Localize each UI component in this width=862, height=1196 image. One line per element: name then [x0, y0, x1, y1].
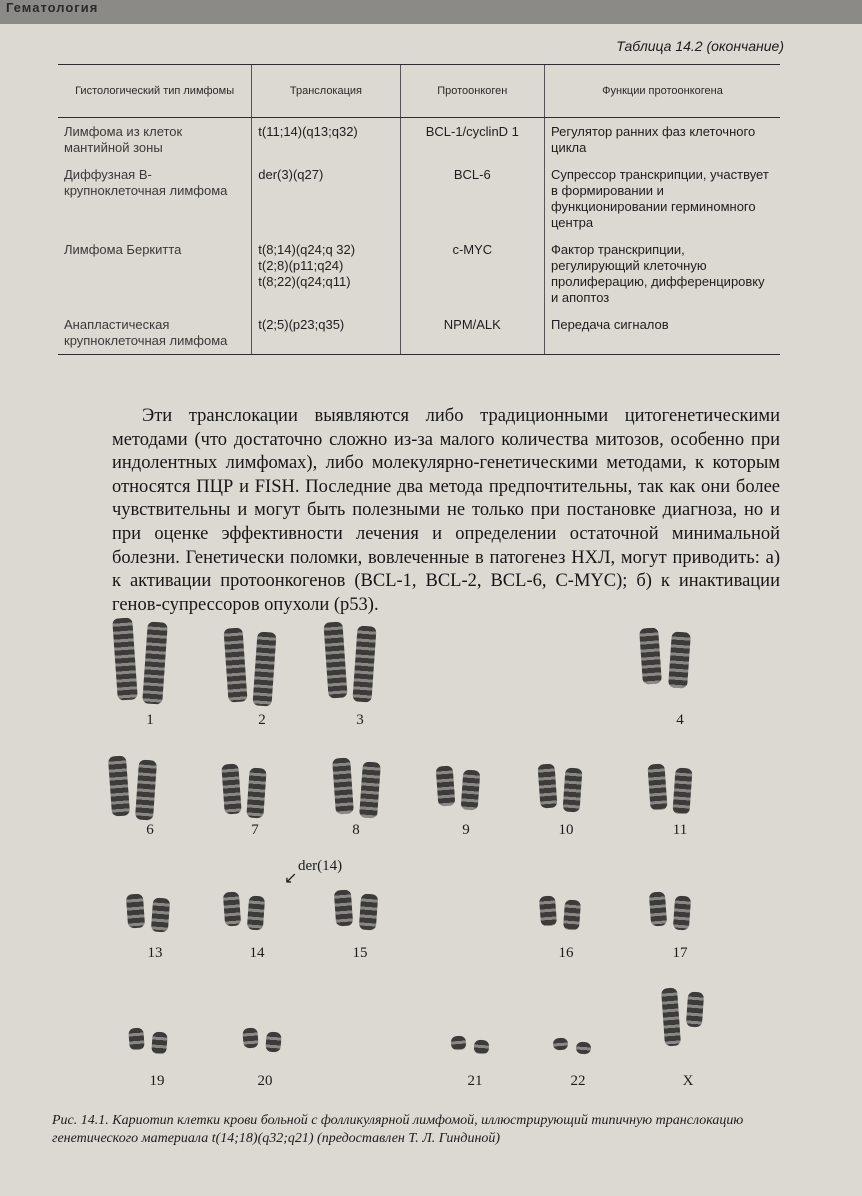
chromosome-4-a	[639, 627, 662, 684]
chromosome-1-b	[142, 621, 168, 704]
chromosome-19-a	[129, 1028, 145, 1051]
chromosome-3-a	[324, 621, 348, 698]
chromosome-7-b	[247, 767, 267, 818]
cell-type: Лимфома из клеток мантийной зоны	[64, 124, 183, 155]
chromosome-X-a	[661, 988, 681, 1047]
chromosome-label: X	[682, 1073, 694, 1089]
chromosome-20-a	[243, 1028, 259, 1049]
chromosome-9-b	[461, 769, 481, 810]
karyotype-figure	[0, 600, 862, 1089]
chromosome-15-a	[334, 889, 353, 926]
table-row	[58, 311, 780, 355]
chromosome-2-b	[252, 631, 276, 706]
der14-arrow-icon: ↙	[284, 870, 298, 887]
chromosome-label: 14	[249, 945, 265, 961]
chromosome-17-a	[649, 891, 667, 926]
chromosome-9-a	[435, 765, 455, 806]
chromosome-16-b	[563, 899, 581, 930]
chromosome-8-a	[332, 757, 354, 814]
chromosome-21-b	[473, 1039, 489, 1054]
chromosome-label: 9	[462, 822, 470, 838]
chromosome-11-a	[647, 763, 667, 810]
table-row	[58, 161, 780, 236]
cell-oncogene: c-MYC	[400, 236, 544, 311]
cell-function: Регулятор ранних фаз клеточного цикла	[545, 118, 781, 162]
chromosome-4-b	[668, 631, 691, 688]
cell-function: Передача сигналов	[545, 311, 781, 355]
table-row	[58, 236, 780, 311]
cell-oncogene: BCL-1/cyclinD 1	[400, 118, 544, 162]
chromosome-15-b	[359, 893, 378, 930]
chromosome-13-b	[151, 897, 170, 932]
cell-oncogene: BCL-6	[400, 161, 544, 236]
header-function: Функции протоонкогена	[545, 65, 781, 118]
cell-function: Фактор транскрипции, регулирующий клеточную пролиферацию, дифференцировку и апоптоз	[545, 236, 781, 311]
chromosome-19-b	[151, 1032, 167, 1055]
header-oncogene: Протоонкоген	[400, 65, 544, 118]
chromosome-10-a	[537, 763, 557, 808]
figure-caption: Рис. 14.1. Кариотип клетки крови больной с фолликулярной лимфомой, иллюстрирующий типичную транслокацию генетического материала t(14;18)(q32;q21) (предоставлен Т. Л. Гиндиной)	[52, 1113, 744, 1146]
chromosome-11-b	[673, 767, 693, 814]
header-histology: Гистологический тип лимфомы	[58, 65, 252, 118]
cell-type: Лимфома Беркитта	[64, 242, 182, 257]
cell-type: Анапластическая крупноклеточная лимфома	[58, 311, 252, 355]
chromosome-14-b	[247, 895, 265, 930]
table-caption: Таблица 14.2 (окончание)	[616, 38, 784, 54]
chromosome-label: 10	[558, 822, 574, 838]
translocation-table	[58, 64, 780, 355]
chromosome-label: 22	[570, 1073, 586, 1089]
chromosome-20-b	[265, 1032, 281, 1053]
body-paragraph: Эти транслокации выявляются либо традиционными цитогенетическими методами (что достаточно сложно из-за малого количества митозов, особенно при индолентных лимфомах), либо молекулярно-генетическими методами, к которым относятся ПЦР и FISH. Последние два метода предпочтительны, так как они более чувствительны и могут быть полезными не только при постановке диагноза, но и при оценке эффективности лечения и определении остаточной минимальной болезни. Генетически поломки, вовлеченные в патогенез НХЛ, могут приводить: а) к активации протоонкогенов (BCL-1, BCL-2, BCL-6, C-MYC); б) к инактивации генов-супрессоров опухоли (p53).	[112, 406, 780, 615]
chromosome-3-b	[352, 625, 376, 702]
chromosome-21-a	[451, 1035, 467, 1050]
chromosome-14-a	[223, 891, 241, 926]
chromosome-1-a	[112, 617, 138, 700]
table-row	[58, 118, 780, 162]
cell-translocation: t(2;5)(p23;q35)	[252, 311, 400, 355]
chromosome-16-a	[539, 895, 557, 926]
chromosome-label: 16	[558, 945, 574, 961]
header-translocation: Транслокация	[252, 65, 400, 118]
der14-label: der(14)	[298, 858, 343, 874]
cell-oncogene: NPM/ALK	[400, 311, 544, 355]
chromosome-label: 2	[258, 712, 266, 728]
chromosome-label: 20	[257, 1073, 273, 1089]
chromosome-22-a	[553, 1037, 569, 1050]
cell-translocation: t(8;14)(q24;q 32) t(2;8)(p11;q24) t(8;22)(q24;q11)	[252, 236, 400, 311]
chromosome-label: 13	[147, 945, 163, 961]
chromosome-10-b	[563, 767, 583, 812]
chromosome-label: 4	[676, 712, 684, 728]
chromosome-label: 3	[356, 712, 364, 728]
chromosome-6-a	[107, 755, 129, 816]
cell-translocation: der(3)(q27)	[252, 161, 400, 236]
chromosome-label: 8	[352, 822, 360, 838]
chromosome-label: 21	[467, 1073, 483, 1089]
chromosome-17-b	[673, 895, 691, 930]
page-top-band	[0, 0, 862, 24]
chromosome-label: 7	[251, 822, 259, 838]
chromosome-22-b	[575, 1041, 591, 1054]
chromosome-2-a	[224, 627, 248, 702]
chromosome-label: 6	[146, 822, 154, 838]
chromosome-label: 11	[672, 822, 688, 838]
cell-type: Диффузная В-крупноклеточная лимфома	[64, 167, 228, 198]
running-head: Гематология	[6, 0, 99, 15]
table-header-row	[58, 65, 780, 118]
chromosome-8-b	[359, 761, 381, 818]
chromosome-label: 1	[146, 712, 154, 728]
chromosome-X-b	[686, 991, 704, 1027]
cell-translocation: t(11;14)(q13;q32)	[252, 118, 400, 162]
chromosome-7-a	[221, 763, 241, 814]
chromosome-label: 19	[149, 1073, 165, 1089]
chromosome-6-b	[134, 759, 156, 820]
chromosome-label: 15	[352, 945, 368, 961]
chromosome-label: 17	[672, 945, 688, 961]
chromosome-13-a	[126, 893, 145, 928]
cell-function: Супрессор транскрипции, участвует в формировании и функционировании герминомного центра	[545, 161, 781, 236]
